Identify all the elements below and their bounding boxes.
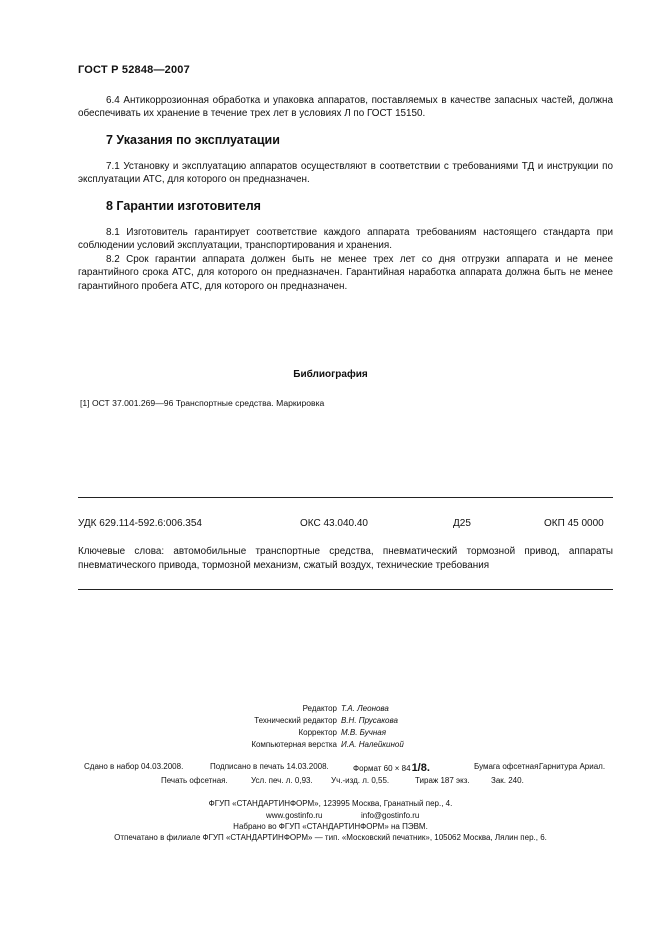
credit-name: Т.А. Леонова bbox=[341, 704, 389, 713]
credit-name: М.В. Бучная bbox=[341, 728, 386, 737]
print-format-fraction: 1/8. bbox=[411, 762, 430, 774]
print-format bbox=[353, 762, 431, 774]
print-order: Зак. 240. bbox=[491, 776, 524, 785]
credit-tech-editor bbox=[180, 716, 480, 728]
paragraph-7-1 bbox=[78, 160, 613, 187]
print-signed: Подписано в печать 14.03.2008. bbox=[210, 762, 329, 771]
paragraph-6-4 bbox=[78, 94, 613, 121]
publisher-website: www.gostinfo.ru bbox=[266, 811, 323, 820]
print-type: Печать офсетная. bbox=[161, 776, 228, 785]
credit-role: Компьютерная верстка bbox=[251, 740, 337, 749]
bottom-divider bbox=[78, 589, 613, 590]
credit-role: Технический редактор bbox=[254, 716, 337, 725]
print-format-prefix: Формат 60 × 84 bbox=[353, 764, 411, 773]
publisher-printed: Отпечатано в филиале ФГУП «СТАНДАРТИНФОРМ» — тип. «Московский печатник», 105062 Москва, Лялин пер., 6. bbox=[114, 833, 547, 842]
section-8-heading: 8 Гарантии изготовителя bbox=[106, 199, 261, 213]
publisher-email: info@gostinfo.ru bbox=[361, 811, 420, 820]
credits-block bbox=[180, 704, 480, 752]
udk-code: УДК 629.114-592.6:006.354 bbox=[78, 518, 202, 529]
paragraph-8-2 bbox=[78, 253, 613, 293]
credit-proofreader bbox=[180, 728, 480, 740]
publisher-address: ФГУП «СТАНДАРТИНФОРМ», 123995 Москва, Гранатный пер., 4. bbox=[208, 799, 453, 808]
credit-editor bbox=[180, 704, 480, 716]
credit-role: Корректор bbox=[298, 728, 337, 737]
bibliography-entry: [1] ОСТ 37.001.269—96 Транспортные средства. Маркировка bbox=[80, 398, 325, 408]
okp-code: ОКП 45 0000 bbox=[544, 518, 604, 529]
keywords: Ключевые слова: автомобильные транспортные средства, пневматический тормозной привод, аппараты пневматического привода, тормозной механизм, сжатый воздух, технические требования bbox=[78, 546, 613, 571]
top-divider bbox=[78, 497, 613, 498]
credit-role: Редактор bbox=[302, 704, 337, 713]
paragraph-8-1-text: 8.1 Изготовитель гарантирует соответствие каждого аппарата требованиям настоящего стандарта при соблюдении условий эксплуатации, транспортирования и хранения. bbox=[78, 227, 613, 252]
print-font: Гарнитура Ариал. bbox=[539, 762, 606, 771]
paragraph-8-2-text: 8.2 Срок гарантии аппарата должен быть не менее трех лет со дня отгрузки аппарата и не менее гарантийного срока АТС, для которого он предназначен. Гарантийная наработка аппарата должна быть не менее гарантийного пробега АТС, для которого он предназначен. bbox=[78, 254, 613, 292]
print-run: Тираж 187 экз. bbox=[415, 776, 470, 785]
paragraph-8-1 bbox=[78, 226, 613, 253]
oks-code: ОКС 43.040.40 bbox=[300, 518, 368, 529]
paragraph-7-1-text: 7.1 Установку и эксплуатацию аппаратов осуществляют в соответствии с требованиями ТД и инструкции по эксплуатации АТС, для которого он предназначен. bbox=[78, 161, 613, 186]
bibliography-title: Библиография bbox=[293, 369, 368, 380]
paragraph-6-4-text: 6.4 Антикоррозионная обработка и упаковка аппаратов, поставляемых в качестве запасных частей, должна обеспечивать их хранение в течение трех лет в условиях Л по ГОСТ 15150. bbox=[78, 95, 613, 120]
credit-name: И.А. Налейкиной bbox=[341, 740, 404, 749]
section-7-heading: 7 Указания по эксплуатации bbox=[106, 133, 280, 147]
credit-layout bbox=[180, 740, 480, 752]
d-code: Д25 bbox=[453, 518, 471, 529]
document-code: ГОСТ Р 52848—2007 bbox=[78, 64, 190, 76]
credit-name: В.Н. Прусакова bbox=[341, 716, 398, 725]
print-pub-sheets: Уч.-изд. л. 0,55. bbox=[331, 776, 390, 785]
print-sheets: Усл. печ. л. 0,93. bbox=[251, 776, 313, 785]
print-paper: Бумага офсетная. bbox=[474, 762, 541, 771]
print-submitted: Сдано в набор 04.03.2008. bbox=[84, 762, 184, 771]
publisher-typeset: Набрано во ФГУП «СТАНДАРТИНФОРМ» на ПЭВМ. bbox=[233, 822, 428, 831]
